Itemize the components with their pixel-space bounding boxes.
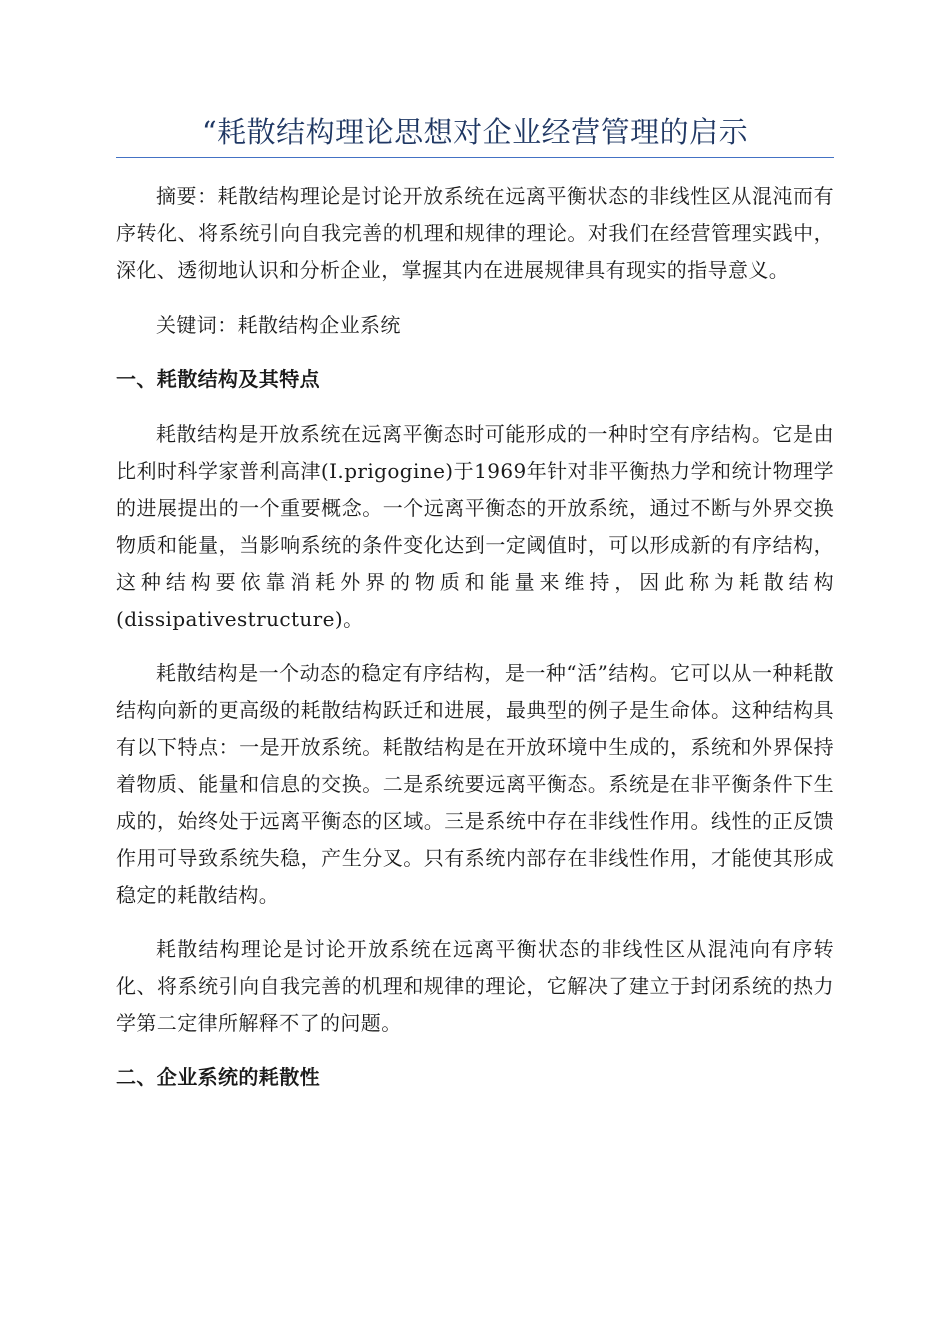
keywords-paragraph: 关键词：耗散结构企业系统	[156, 313, 401, 337]
section-heading-1: 一、耗散结构及其特点	[116, 367, 320, 391]
section-heading-2: 二、企业系统的耗散性	[116, 1065, 320, 1089]
document-page	[116, 0, 834, 1096]
document-title: “耗散结构理论思想对企业经营管理的启示	[116, 112, 834, 158]
section1-paragraph-1: 耗散结构是开放系统在远离平衡态时可能形成的一种时空有序结构。它是由比利时科学家普利高津(I.prigogine)于1969年针对非平衡热力学和统计物理学的进展提出的一个重要概念。一个远离平衡态的开放系统，通过不断与外界交换物质和能量，当影响系统的条件变化达到一定阈值时，可以形成新的有序结构，这种结构要依靠消耗外界的物质和能量来维持，因此称为耗散结构(dissipativestructure)。	[116, 422, 834, 631]
abstract-paragraph: 摘要：耗散结构理论是讨论开放系统在远离平衡状态的非线性区从混沌而有序转化、将系统引向自我完善的机理和规律的理论。对我们在经营管理实践中，深化、透彻地认识和分析企业，掌握其内在进展规律具有现实的指导意义。	[116, 184, 834, 282]
section1-paragraph-2: 耗散结构是一个动态的稳定有序结构，是一种“活”结构。它可以从一种耗散结构向新的更高级的耗散结构跃迁和进展，最典型的例子是生命体。这种结构具有以下特点：一是开放系统。耗散结构是在开放环境中生成的，系统和外界保持着物质、能量和信息的交换。二是系统要远离平衡态。系统是在非平衡条件下生成的，始终处于远离平衡态的区域。三是系统中存在非线性作用。线性的正反馈作用可导致系统失稳，产生分叉。只有系统内部存在非线性作用，才能使其形成稳定的耗散结构。	[116, 661, 834, 907]
section1-paragraph-3: 耗散结构理论是讨论开放系统在远离平衡状态的非线性区从混沌向有序转化、将系统引向自我完善的机理和规律的理论，它解决了建立于封闭系统的热力学第二定律所解释不了的问题。	[116, 937, 834, 1035]
